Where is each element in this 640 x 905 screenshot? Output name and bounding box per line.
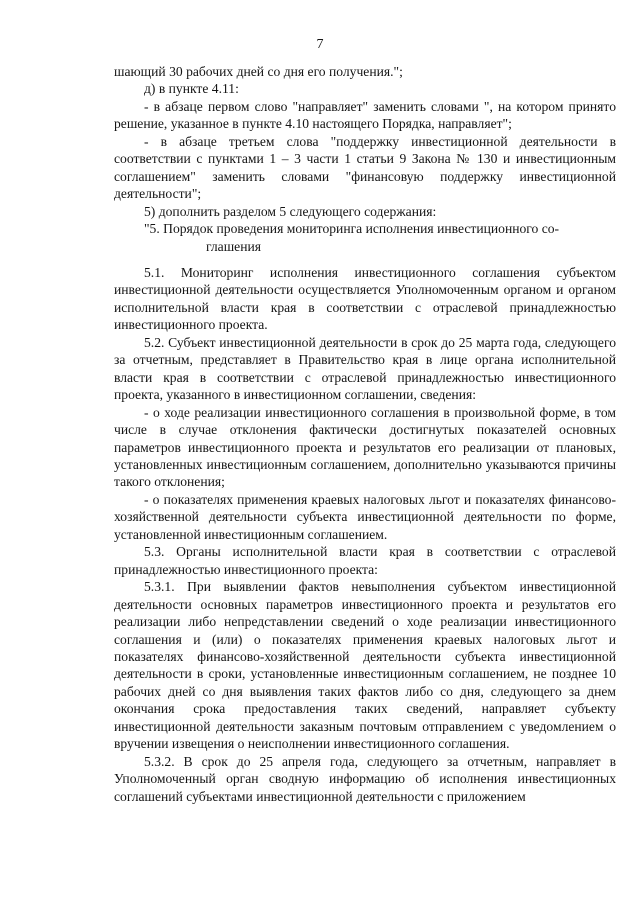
clause-5-3: 5.3. Органы исполнительной власти края в соответствии с отраслевой принадлежностью инвестиционного проекта: [114, 544, 616, 577]
section-heading-line1: "5. Порядок проведения мониторинга исполнения инвестиционного со- [144, 221, 560, 237]
spacer [114, 255, 616, 264]
clause-5-3-2: 5.3.2. В срок до 25 апреля года, следующего за отчетным, направляет в Уполномоченный орган сводную информацию об исполнения инвестиционных соглашений субъектами инвестиционной деятельности с приложением [114, 753, 616, 804]
paragraph-third-abzac-amendment: - в абзаце третьем слова "поддержку инвестиционной деятельности в соответствии с пунктами 1 – 3 части 1 статьи 9 Закона № 130 и инвестиционным соглашением" заменить словами "финансовую поддержку инвестиционной деятельности"; [114, 133, 616, 202]
section-heading [114, 220, 616, 255]
paragraph-first-abzac-amendment: - в абзаце первом слово "направляет" заменить словами ", на котором принято решение, указанное в пункте 4.10 настоящего Порядка, направляет"; [114, 98, 616, 132]
clause-5-1: 5.1. Мониторинг исполнения инвестиционного соглашения субъектом инвестиционной деятельности осуществляется Уполномоченным органом и органом исполнительной власти края в соответствии с отраслевой принадлежностью инвестиционного проекта. [114, 264, 616, 333]
clause-5-3-1: 5.3.1. При выявлении фактов невыполнения субъектом инвестиционной деятельности основных параметров инвестиционного проекта и результатов его реализации либо непредставлении сведений о ходе реализации инвестиционного соглашения и (или) о показателях применения краевых налоговых льгот и показателях финансово-хозяйственной деятельности субъекта инвестиционной деятельности в сроки, установленные инвестиционным соглашением, не позднее 10 рабочих дней со дня выявления таких фактов либо со дня, следующего за днем окончания срока предоставления таких сведений, направляет субъекту инвестиционной деятельности заказным почтовым отправлением с уведомлением о вручении извещения о неисполнении инвестиционного соглашения. [114, 579, 616, 752]
page-number: 7 [316, 37, 324, 52]
paragraph-continuation: шающий 30 рабочих дней со дня его получения."; [114, 64, 403, 79]
paragraph-item-5: 5) дополнить разделом 5 следующего содержания: [144, 203, 437, 219]
clause-5-2-item-tax: - о показателях применения краевых налоговых льгот и показателях финансово-хозяйственной деятельности субъекта инвестиционной деятельности по форме, установленной инвестиционным соглашением. [114, 491, 616, 542]
document-body [114, 63, 616, 805]
paragraph-item-d: д) в пункте 4.11: [144, 81, 239, 97]
clause-5-2: 5.2. Субъект инвестиционной деятельности в срок до 25 марта года, следующего за отчетным, представляет в Правительство края в лице органа исполнительной власти края в соответствии с отраслевой принадлежностью инвестиционного проекта, указанного в инвестиционном соглашении, сведения: [114, 334, 616, 403]
clause-5-2-item-progress: - о ходе реализации инвестиционного соглашения в произвольной форме, в том числе в случае отклонения фактически достигнутых показателей основных параметров инвестиционного проекта и результатов его реализации от плановых, установленных инвестиционным соглашением, дополнительно указываются причины такого отклонения; [114, 404, 616, 490]
section-heading-line2: глашения [206, 238, 262, 254]
